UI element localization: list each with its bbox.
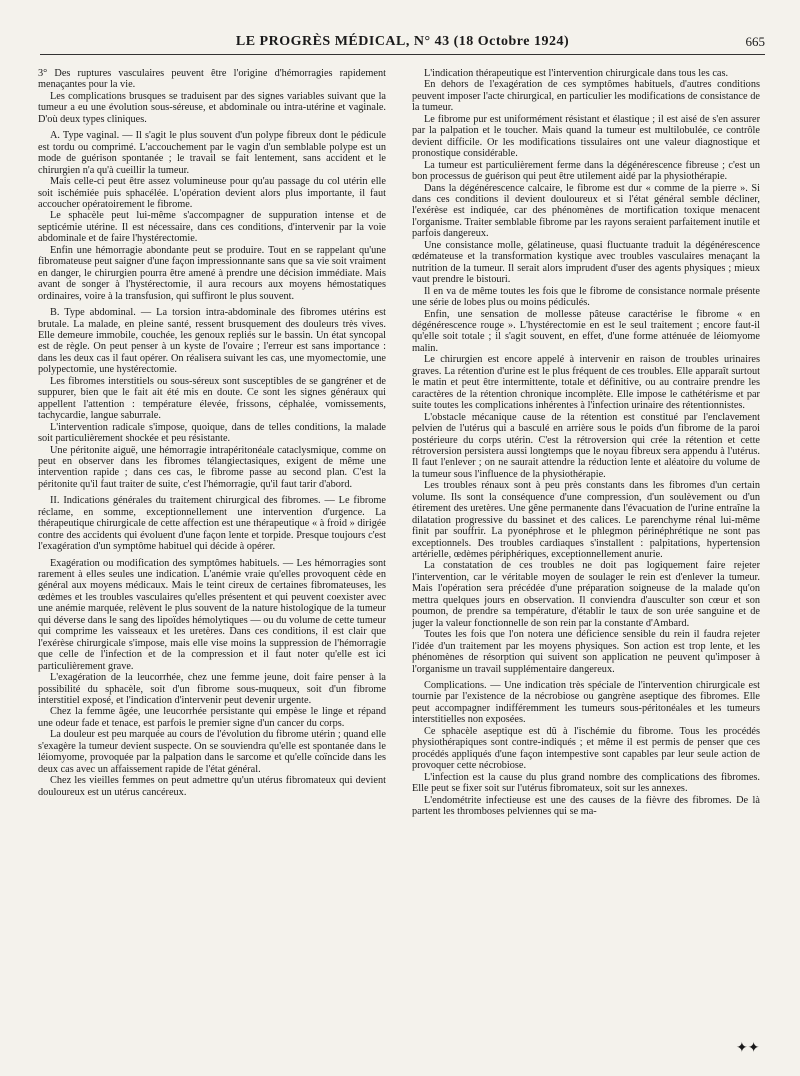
paragraph: L'intervention radicale s'impose, quoique, dans de telles conditions, la malade soit particulièrement shockée et peu résistante.: [38, 421, 386, 445]
paragraph: La douleur est peu marquée au cours de l'évolution du fibrome utérin ; quand elle s'exagère la tumeur devient suspecte. On se souviendra qu'elle est spontanée dans le léiomyome, provoquée par la palpation dans le sarcome et qu'elle coïncide dans les deux cas avec un affaissement rapide de l'état général.: [38, 729, 386, 775]
paragraph: Enfin une hémorragie abondante peut se produire. Tout en se rappelant qu'une fibromateuse peut saigner d'une façon impressionnante sans que sa vie soit vraiment en danger, le chirurgien pourra être amené à prendre une décision immédiate. Mais avant de songer à l'hystérectomie, il aura recours aux moyens hémostatiques ordinaires, voire à la transfusion, qui suffiront le plus souvent.: [38, 244, 386, 302]
paragraph: Toutes les fois que l'on notera une déficience sensible du rein il faudra rejeter l'idée d'un traitement par les moyens physiques. Son action est trop lente, et les phénomènes de résorption qui suivent son application ne peuvent qu'imposer à l'organisme un travail supplémentaire dangereux.: [412, 629, 760, 675]
paragraph: Chez la femme âgée, une leucorrhée persistante qui empèse le linge et répand une odeur fade et tenace, est parfois le premier signe d'un cancer du corps.: [38, 706, 386, 729]
paragraph-exageration: Exagération ou modification des symptômes habituels. — Les hémorragies sont rarement à elles seules une indication. L'anémie vraie qu'elles provoquent cède en général aux moyens médicaux. Mais le teint cireux de certaines fibromateuses, les œdèmes et les troubles vasculaires qu'elles présentent et qui peuvent coexister avec une anémie marquée, relèvent le plus souvent de la nature histologique de la tumeur qui déverse dans le sang des lipoïdes hémolytiques — ou du volume de cette tumeur qui comprime les vaisseaux et les uretères. Dans ces conditions, il est clair que l'exérèse chirurgicale s'impose, mais elle vise moins la suppression de l'hémorragie que celle de l'infection et de la compression et il faut noter qu'elle est ici particulièrement grave.: [38, 557, 386, 672]
paragraph-section-ii: II. Indications générales du traitement chirurgical des fibromes. — Le fibrome réclame, en somme, exceptionnellement une intervention d'urgence. La thérapeutique chirurgicale de cette affection est une thérapeutique « à froid » dirigée contre des accidents qui évoluent d'une façon lente et torpide. Presque toujours c'est l'exagération d'un symptôme habituel qui décide à opérer.: [38, 495, 386, 553]
paragraph: Les fibromes interstitiels ou sous-séreux sont susceptibles de se gangréner et de suppurer, bien que le fait ait été mis en doute. Ce sont les signes généraux qui appellent l'attention : température élevée, frissons, céphalée, vomissements, tachycardie, langue saburrale.: [38, 375, 386, 422]
paragraph: La constatation de ces troubles ne doit pas logiquement faire rejeter l'intervention, car le véritable moyen de soulager le rein est d'enlever la tumeur. Mais l'opération sera précédée d'une préparation soigneuse de la malade qu'on mettra quelques jours en observation. Il conviendra d'ausculter son cœur et son poumon, de prendre sa température, d'établir le taux de son urée sanguine et de juger la valeur fonctionnelle de son rein par la constante d'Ambard.: [412, 560, 760, 629]
paragraph: Le fibrome pur est uniformément résistant et élastique ; il est aisé de s'en assurer par la palpation et le toucher. Mais quand la tumeur est multilobulée, ce contrôle devient difficile. Or les modifications tissulaires ont une valeur diagnostique et pronostique considérable.: [412, 113, 760, 160]
paragraph: La tumeur est particulièrement ferme dans la dégénérescence fibreuse ; c'est un bon processus de guérison qui peut être utilement aidé par la physiothérapie.: [412, 159, 760, 183]
paragraph-complications: Complications. — Une indication très spéciale de l'intervention chirurgicale est tournie par l'existence de la nécrobiose ou gangrène aseptique des fibromes. Elle peut accompagner indifféremment les tumeurs sous-péritonéales et les tumeurs interstitielles non exposées.: [412, 680, 760, 726]
page-number: 665: [745, 34, 765, 49]
paragraph: Le chirurgien est encore appelé à intervenir en raison de troubles urinaires graves. La rétention d'urine est le plus fréquent de ces troubles. Elle apparaît surtout le matin et peut être intermittente, totale et définitive, ou au contraire prendre les caractères de la rétention chronique incomplète. Elle impose le cathétérisme et par suite toutes les complications inhérentes à l'infection urinaire des rétentionnistes.: [412, 354, 760, 412]
paragraph: L'infection est la cause du plus grand nombre des complications des fibromes. Elle peut se fixer soit sur l'utérus fibromateux, soit sur les annexes.: [412, 771, 760, 795]
paragraph: Chez les vieilles femmes on peut admettre qu'un utérus fibromateux qui devient douloureux est un utérus cancéreux.: [38, 775, 386, 798]
ornament: ✦✦: [736, 1041, 760, 1056]
paragraph: Le sphacèle peut lui-même s'accompagner de suppuration intense et de septicémie utérine. Il est nécessaire, dans ces conditions, d'intervenir par la voie abdominale et de faire l'hystérectomie.: [38, 210, 386, 245]
paragraph: Une péritonite aiguë, une hémorragie intrapéritonéale cataclysmique, comme on peut en observer dans les fibromes télangiectasiques, exigent de même une intervention rapide ; dans ces cas, le fibrome passe au second plan. C'est la péritonite qu'il faut traiter de suite, c'est l'hémorragie, qu'il faut tarir d'abord.: [38, 444, 386, 490]
paragraph: L'endométrite infectieuse est une des causes de la fièvre des fibromes. De là partent les thromboses pelviennes qui se ma-: [412, 794, 760, 817]
paragraph: Il en va de même toutes les fois que le fibrome de consistance normale présente une série de lobes plus ou moins pédiculés.: [412, 285, 760, 309]
paragraph: Une consistance molle, gélatineuse, quasi fluctuante traduit la dégénérescence œdémateuse et la transformation kystique avec troubles vasculaires menaçant la nutrition de la tumeur. Il serait alors imprudent d'user des agents physiques ; mieux vaut prendre le bistouri.: [412, 239, 760, 286]
paragraph: En dehors de l'exagération de ces symptômes habituels, d'autres conditions peuvent imposer l'acte chirurgical, en particulier les modifications de consistance de la tumeur.: [412, 79, 760, 114]
paragraph-type-abdominal: B. Type abdominal. — La torsion intra-abdominale des fibromes utérins est brutale. La malade, en pleine santé, ressent brusquement des douleurs très vives. Elle demeure immobile, couchée, les genoux repliés sur le bassin. Un état syncopal est de règle. On peut penser à un kyste de l'ovaire ; l'erreur est sans importance : dans les deux cas il faut opérer. On réalisera suivant les cas, une myomectomie, une polypectomie, une hystérectomie.: [38, 307, 386, 376]
paragraph: L'obstacle mécanique cause de la rétention est constitué par l'enclavement pelvien de l'utérus qui a basculé en arrière sous le poids d'un fibrome de la paroi postérieure du corps utérin. C'est la rétroversion qui crée la rétention et cette rétroversion persistera aussi longtemps que le noyau fibreux sera appendu à l'utérus. Il faut l'enlever ; on ne saurait attendre la réduction lente et aléatoire du volume de la tumeur sous l'influence de la physiothérapie.: [412, 411, 760, 480]
paragraph-type-vaginal: A. Type vaginal. — Il s'agit le plus souvent d'un polype fibreux dont le pédicule est tordu ou comprimé. L'accouchement par le vagin d'un semblable polype est un mode de guérison spontanée ; le travail se fait lentement, sans accident et le chirurgien n'a qu'à cueillir la tumeur.: [38, 130, 386, 176]
paragraph: 3° Des ruptures vasculaires peuvent être l'origine d'hémorragies rapidement menaçantes pour la vie.: [38, 68, 386, 91]
left-column: [38, 68, 386, 1053]
paragraph: Enfin, une sensation de mollesse pâteuse caractérise le fibrome « en dégénérescence rouge ». L'hystérectomie en est le seul traitement ; encore faut-il qu'elle soit totale ; il s'agit souvent, en effet, d'une forme atténuée de léiomyome malin.: [412, 308, 760, 354]
paragraph: Dans la dégénérescence calcaire, le fibrome est dur « comme de la pierre ». Si dans ces conditions il devient douloureux et si l'état général semble décliner, l'exérèse est indiquée, car des phénomènes de mortification toxique menacent l'organisme. Traiter semblable fibrome par les rayons seraient parfaitement inutile et parfois dangereux.: [412, 182, 760, 240]
journal-title: LE PROGRÈS MÉDICAL, N° 43 (18 Octobre 1924): [235, 34, 570, 49]
paragraph: Les troubles rénaux sont à peu près constants dans les fibromes d'un certain volume. Ils sont la conséquence d'une compression, d'un soulèvement ou d'un étirement des uretères. Une gêne permanente dans l'évacuation de l'urine entraîne la dilatation progressive du bassinet et des calices. Le parenchyme rénal lui-même finit par souffrir. La pyonéphrose et le phlegmon périnéphrétique ne sont pas exceptionnels. Des troubles cardiaques s'installent : palpitations, hypertension artérielle, œdèmes périphériques, exceptionnellement anurie.: [412, 480, 760, 561]
paragraph: Les complications brusques se traduisent par des signes variables suivant que la tumeur a eu une évolution sous-séreuse, et abdominale ou intra-utérine et vaginale. D'où deux types cliniques.: [38, 90, 386, 125]
paragraph: Ce sphacèle aseptique est dû à l'ischémie du fibrome. Tous les procédés physiothérapiques sont contre-indiqués ; et même il est permis de penser que ces procédés appliqués d'une façon intempestive sont capables par leur seule action de provoquer cette nécrobiose.: [412, 725, 760, 772]
paragraph: L'exagération de la leucorrhée, chez une femme jeune, doit faire penser à la possibilité du sphacèle, soit d'un fibrome sous-muqueux, soit d'un fibrome interstitiel exposé, et l'indication d'intervenir peut devenir urgente.: [38, 672, 386, 707]
paragraph: Mais celle-ci peut être assez volumineuse pour qu'au passage du col utérin elle soit ischémiée puis sphacélée. L'opération devient alors plus importante, il faut accoucher opératoirement le fibrome.: [38, 176, 386, 210]
right-column: [412, 68, 760, 1053]
page-header: [40, 30, 765, 55]
paragraph: L'indication thérapeutique est l'intervention chirurgicale dans tous les cas.: [424, 68, 729, 79]
